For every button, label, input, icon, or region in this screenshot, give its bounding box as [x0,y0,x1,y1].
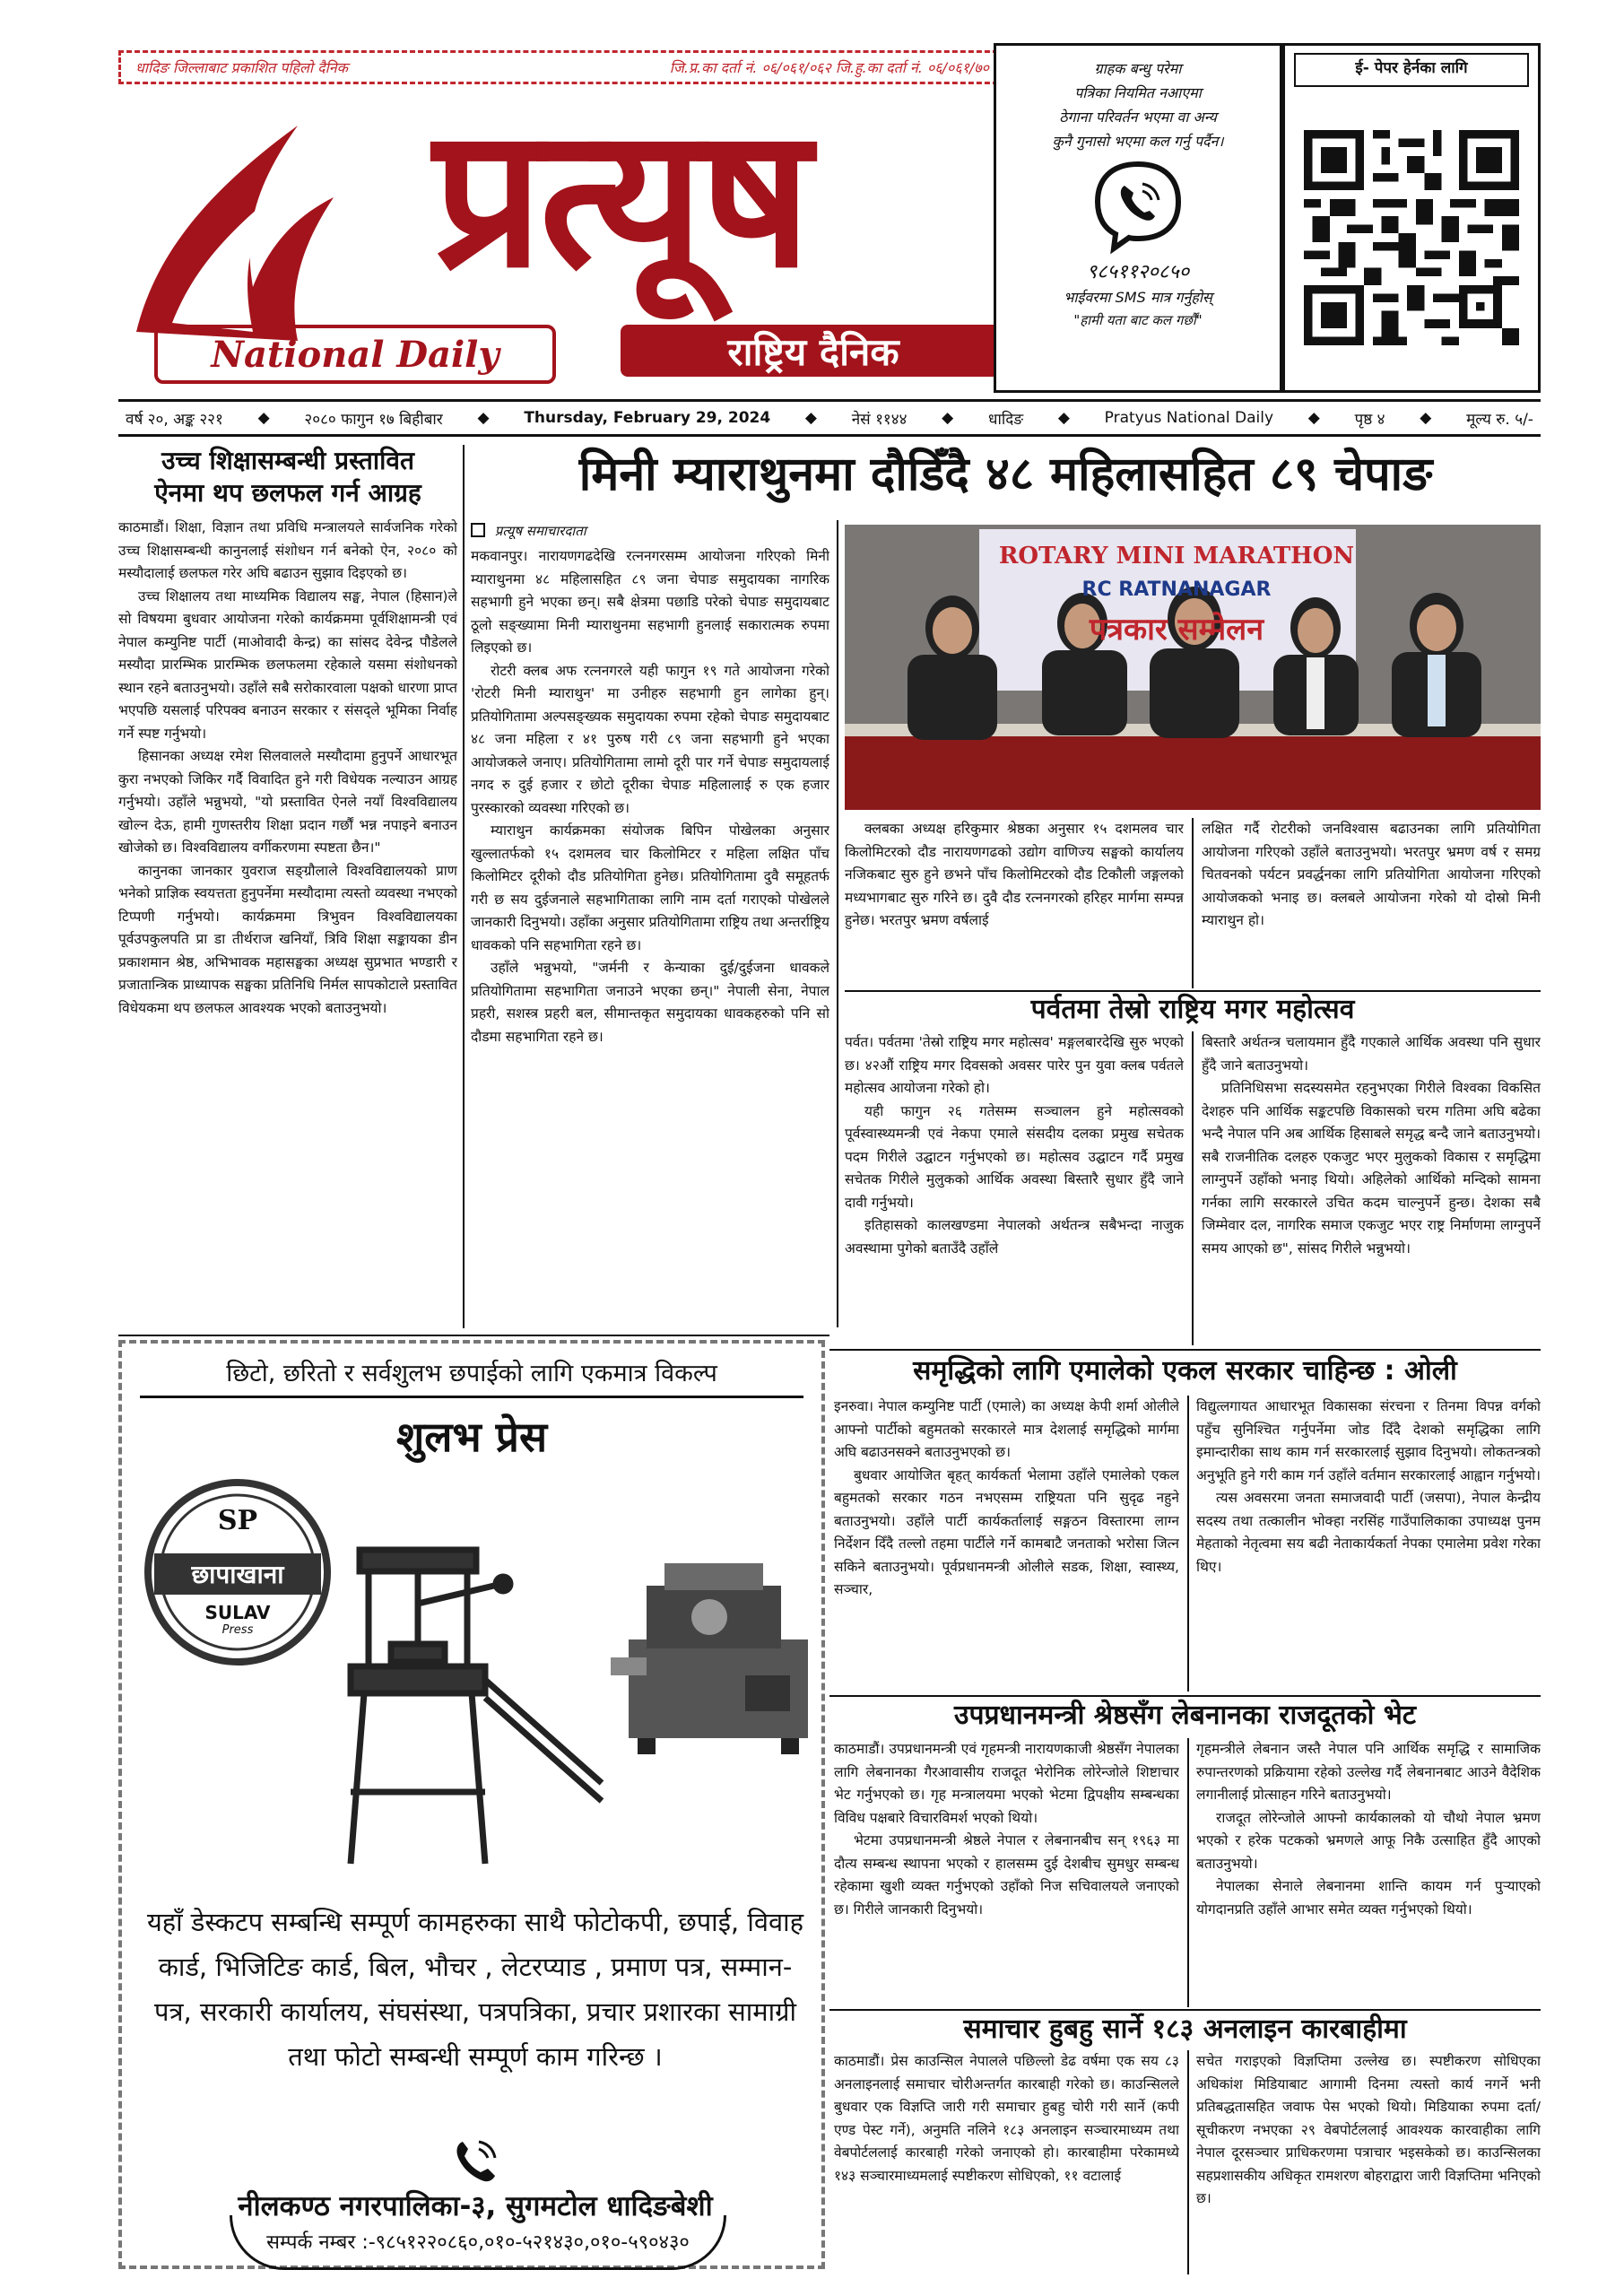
paragraph: म्याराथुन कार्यक्रमका संयोजक बिपिन पोखेलका अनुसार खुल्लातर्फको १५ दशमलव चार किलोमिटर र महिला लक्षित पाँच किलोमिटर दूरीको दौड प्रतियोगिता हुनेछ। प्रतियोगितामा दुवै समूहतर्फ गरी छ सय दुईजनाले सहभागिताका लागि नाम दर्ता गराएको पोखेलले जानकारी दिनुभयो। उहाँका अनुसार प्रतियोगितामा राष्ट्रिय तथा अन्तर्राष्ट्रिय धावकको पनि सहभागिता रहने छ। [471,822,829,953]
epaper-label: ई- पेपर हेर्नका लागि [1294,53,1529,87]
section-rule [118,1335,829,1336]
notice-line-2: पत्रिका नियमित नआएमा [1074,84,1202,101]
qr-code-icon[interactable] [1304,130,1519,345]
bullet: ◆ [477,409,490,427]
below-photo-left: क्लबका अध्यक्ष हरिकुमार श्रेष्ठका अनुसार १५ दशमलव चार किलोमिटरको दौड नारायणगढको उद्योग वाणिज्य सङ्घको कार्यालय नजिकबाट सुरु हुने छभने पाँच किलोमिटरको दौड टिकौली जङ्गलको मध्यभागबाट सुरु गरिने छ। दुवै दौड रत्ननगरको हरिहर मार्गमा सम्पन्न हुनेछ। भरतपुर भ्रमण वर्षलाई [845,821,1184,928]
magar-article-col1: पर्वत। पर्वतमा 'तेस्रो राष्ट्रिय मगर महोत्सव' मङ्गलबारदेखि सुरु भएको छ। ४२औं राष्ट्रिय मगर दिवसको अवसर पारेर पुन युवा क्लब पर्वतले महोत्सव आयोजना गरेको हो। यही फागुन २६ गतेसम्म सञ्चालन हुने महोत्सवको पूर्वस्वास्थ्यमन्त्री एवं नेकपा एमाले संसदीय दलका प्रमुख सचेतक पदम गिरीले उद्घाटन गर्नुभएको छ। महोत्सव उद्घाटन गर्दै प्रमुख सचेतक गिरीले मुलुकको आर्थिक अवस्था बिस्तारै सुधार हुँदै जाने दावी गर्नुभयो। इतिहासको कालखण्डमा नेपालको अर्थतन्त्र सबैभन्दा नाजुक अवस्थामा पुगेको बताउँदै उहाँले [845,1034,1184,1257]
photo-banner-np: पत्रकार सम्मेलन [1089,612,1264,648]
column-rule [1187,1738,1189,2007]
national-daily-label: National Daily [154,325,556,384]
bullet: ◆ [1057,409,1070,427]
photo-banner-sub: RC RATNANAGAR [1081,578,1272,601]
press-article-col1: काठमाडौं। प्रेस काउन्सिल नेपालले पछिल्लो डेढ वर्षमा एक सय ८३ अनलाइनलाई समाचार चोरीअन्तर्गत कारबाही गरेको छ। काउन्सिलले बुधवार एक विज्ञप्ति जारी गरी समाचार हुबहु चोरी गरी सार्ने (कपी एण्ड पेस्ट गर्ने), अनुमति नलिने १८३ अनलाइन सञ्चारमाध्यम तथा वेबपोर्टललाई कारबाही गरेको जनाएको हो। कारबाहीमा परेकामध्ये १४३ सञ्चारमाध्यमलाई स्पष्टीकरण सोधिएको, ११ वटालाई [834,2053,1179,2184]
magar-article-headline: पर्वतमा तेस्रो राष्ट्रिय मगर महोत्सव [845,990,1541,1028]
magar-article-col2: बिस्तारै अर्थतन्त्र चलायमान हुँदै गएकाले आर्थिक अवस्था पनि सुधार हुँदै जाने बताउनुभयो। प्रतिनिधिसभा सदस्यसमेत रहनुभएका गिरीले विश्वका विकसित देशहरु पनि आर्थिक सङ्कटपछि विकासको चरम गतिमा अघि बढेका भन्दै नेपाल पनि अब आर्थिक हिसाबले समृद्ध बन्दै जाने बताउनुभयो। सबै राजनीतिक दलहरु एकजुट भएर मुलुकको विकास र समृद्धिमा लाग्नुपर्ने उहाँको भनाइ थियो। अहिलेको आर्थिको मन्दिको सामना गर्नका लागि सरकारले उचित कदम चाल्नुपर्ने हुन्छ। देशका सबै जिम्मेवार दल, नागरिक समाज एकजुट भएर राष्ट्र निर्माणमा लाग्नुपर्ने समय आएको छ", सांसद गिरीले भन्नुभयो। [1202,1034,1541,1257]
column-rule [1187,2050,1189,2274]
masthead-logo [118,83,1006,386]
oli-article-col1: इनरुवा। नेपाल कम्युनिष्ट पार्टी (एमाले) का अध्यक्ष केपी शर्मा ओलीले आफ्नो पार्टीको बहुमतको सरकारले मात्र देशलाई समृद्धिको मार्गमा अघि बढाउनसक्ने बताउनुभएको छ। बुधवार आयोजित बृहत् कार्यकर्ता भेलामा उहाँले एमालेको एकल बहुमतको सरकार गठन नभएसम्म राष्ट्रियता पनि सुदृढ नहुने बताउनुभयो। उहाँले पार्टी कार्यकर्तालाई सङ्गठन विस्तारमा लाग्न निर्देशन दिँदै तल्लो तहमा पार्टीले गर्ने कामबाटै जनताको भरोसा जित्न सकिने बताउनुभयो। पूर्वप्रधानमन्त्री ओलीले सडक, शिक्षा, स्वास्थ्य, सञ्चार, [834,1398,1179,1597]
main-article-col1 [471,520,829,1327]
column-rule [1192,818,1194,988]
slogan: "हामी यता बाट कल गर्छौं" [1073,312,1203,328]
price: मूल्य रु. ५/- [1466,410,1533,429]
section-rule [829,1349,1541,1351]
byline-box-icon [471,523,485,537]
subscriber-notice-box [994,43,1282,393]
sulav-press-ad [118,1340,825,2269]
masthead-tagline: धादिङ जिल्लाबाट प्रकाशित पहिलो दैनिक [135,59,348,76]
ad-body: यहाँ डेस्कटप सम्बन्धि सम्पूर्ण कामहरुका साथै फोटोकपी, छपाई, विवाह कार्ड, भिजिटिङ कार्ड, बिल, भौचर , लेटरप्याड , प्रमाण पत्र, सम्मान-पत्र, सरकारी कार्यालय, संघसंस्था, पत्रपत्रिका, प्रचार प्रशारका सामाग्री तथा फोटो सम्बन्धी सम्पूर्ण काम गरिन्छ । [146,1907,804,2072]
nepal-sambat: नेसं ११४४ [851,410,908,429]
notice-line-3: ठेगाना परिवर्तन भएमा वा अन्य [1059,109,1217,126]
paragraph: कानुनका जानकार युवराज सङ्ग्रौलाले विश्वविद्यालयको प्राण भनेको प्राज्ञिक स्वयत्तता हुनुपर्नेमा मस्यौदामा त्यस्तो व्यवस्था नभएको टिप्पणी गर्नुभयो। कार्यक्रममा त्रिभुवन विश्वविद्यालयका पूर्वउपकुलपति प्रा डा तीर्थराज खनियाँ, त्रिवि शिक्षा सङ्कायका डीन प्रकाशमान श्रेष्ठ, अभिभावक महासङ्घका अध्यक्ष सुप्रभात भण्डारी र प्रजातान्त्रिक प्राध्यापक सङ्घका प्रतिनिधि निर्मल सापकोटाले प्रस्तावित विधेयकमा थप छलफल आवश्यक भएको बताउनुभयो। [118,862,457,1016]
notice-line-1: ग्राहक बन्धु परेमा [1094,60,1182,77]
oli-article-col2: विद्युत्लगायत आधारभूत विकासका संरचना र तिनमा विपन्न वर्गको पहुँच सुनिश्चित गर्नुपर्नेमा जोड दिँदै देशको समृद्धिका लागि इमान्दारीका साथ काम गर्न सरकारलाई सुझाव दिनुभयो। लोकतन्त्रको अनुभूति हुने गरी काम गर्न उहाँले वर्तमान सरकारलाई आह्वान गर्नुभयो। त्यस अवसरमा जनता समाजवादी पार्टी (जसपा), नेपाल केन्द्रीय सदस्य तथा तत्कालीन भोक्हा नरसिंह गाउँपालिकाका उपाध्यक्ष पुनम मेहताको नेतृत्वमा सय बढी नेताकार्यकर्ता नेपका एमालेमा प्रवेश गरेका थिए। [1196,1398,1541,1575]
viber-phone-number: ९८५११२०८५० [1086,261,1190,283]
paragraph: काठमाडौं। शिक्षा, विज्ञान तथा प्रविधि मन्त्रालयले सार्वजनिक गरेको उच्च शिक्षासम्बन्धी कानुनलाई संशोधन गर्न बनेको ऐन, २०८० को मस्यौदालाई छलफल गरेर अघि बढाउन सुझाव दिइएको छ। [118,519,457,581]
rastriya-dainik-label: राष्ट्रिय दैनिक [621,325,1006,377]
date-english: Thursday, February 29, 2024 [524,409,771,427]
bullet: ◆ [1307,409,1320,427]
place: धादिङ [987,410,1024,429]
ad-contact-oval [230,2215,726,2270]
left-article-headline: उच्च शिक्षासम्बन्धी प्रस्तावित ऐनमा थप छलफल गर्न आग्रह [154,446,421,508]
paragraph: उच्च शिक्षालय तथा माध्यमिक विद्यालय सङ्घ, नेपाल (हिसान)ले सो विषयमा बुधवार आयोजना गरेको कार्यक्रममा पूर्वशिक्षामन्त्री एवं नेपाल कम्युनिष्ट पार्टी (माओवादी केन्द्र) का सांसद देवेन्द्र पौडेलले मस्यौदा प्रारम्भिक प्रारम्भिक छलफलमा रहेकाले यसमा संशोधनको स्थान रहने बताउनुभयो। उहाँले सबै सरोकारवाला पक्षको धारणा प्राप्त भएपछि यसलाई परिपक्व बनाउन सरकार र संसद्ले भूमिका निर्वाह गर्ने स्पष्ट गर्नुभयो। [118,587,457,742]
column-rule [1192,1031,1194,1345]
paragraph: उहाँले भन्नुभयो, "जर्मनी र केन्याका दुई/दुईजना धावकले प्रतियोगितामा सहभागिता जनाउने भएका छन्।" नेपाली सेना, नेपाल प्रहरी, सशस्त्र प्रहरी बल, सीमान्तकृत समुदायका धावकहरुको पनि सो दौडमा सहभागिता रहने छ। [471,960,829,1045]
left-article [118,445,457,1328]
column-rule [463,445,465,1328]
paragraph: हिसानका अध्यक्ष रमेश सिलवालले मस्यौदामा हुनुपर्ने आधारभूत कुरा नभएको जिकिर गर्दै विवादित हुने गरी विधेयक नल्याउन आग्रह गर्नुभयो। उहाँले भन्नुभयो, "यो प्रस्तावित ऐनले नयाँ विश्वविद्यालय खोल्न देऊ, हामी गुणस्तरीय शिक्षा प्रदान गर्छौं भन्न नपाइने बनाउन खोजेको छ। विश्वविद्यालय वर्गीकरणमा स्पष्टता छैन।" [118,748,457,856]
phone-icon [450,2135,500,2185]
column-rule [1187,1396,1189,1692]
offset-press-illustration [611,1550,817,1756]
viber-phone-icon [1089,157,1187,256]
info-bar [118,399,1541,437]
bullet: ◆ [1420,409,1432,427]
left-article-body [118,517,457,1020]
press-article-headline: समाचार हुबहु सार्ने १८३ अनलाइन कारबाहीमा [829,2009,1541,2048]
sulav-logo: SP छापाखाना SULAV Press [143,1478,332,1666]
press-article-col2: सचेत गराइएको विज्ञप्तिमा उल्लेख छ। स्पष्टीकरण सोधिएका अधिकांश मिडियाबाट आगामी दिनमा त्यस्तो कार्य नगर्ने भनी प्रतिबद्धतासहित जवाफ पेस भएको थियो। मिडियाका रुपमा दर्ता/सूचीकरण नभएका २९ वेबपोर्टललाई आवश्यक कारवाहीका लागि नेपाल दूरसञ्चार प्राधिकरणमा पत्राचार भइसकेको छ। काउन्सिलका सहप्रशासकीय अधिकृत रामशरण बोहराद्वारा जारी विज्ञप्तिमा भनिएको छ। [1196,2053,1541,2206]
volume-issue: वर्ष २०, अङ्क २२१ [126,410,223,429]
photo-banner-title: ROTARY MINI MARATHON [998,543,1355,570]
bullet: ◆ [804,409,817,427]
hand-press-illustration [315,1523,611,1873]
sms-note: भाईवरमा SMS मात्र गर्नुहोस् [1064,289,1212,306]
byline: प्रत्यूष समाचारदाता [471,520,829,542]
lebanon-article-col2: गृहमन्त्रीले लेबनान जस्तै नेपाल पनि आर्थिक समृद्धि र सामाजिक रुपान्तरणको प्रक्रियामा रहेको उल्लेख गर्दै लेबनानबाट आउने वैदेशिक लगानीलाई प्रोत्साहन गरिने बताउनुभयो। राजदूत लोरेन्जोले आफ्नो कार्यकालको यो चौथो नेपाल भ्रमण भएको र हरेक पटकको भ्रमणले आफू निकै उत्साहित हुँदै आएको बताउनुभयो। नेपालका सेनाले लेबनानमा शान्ति कायम गर्न पुर्‍याएको योगदानप्रति उहाँले आभार समेत व्यक्त गर्नुभएको थियो। [1196,1741,1541,1918]
press-meet-photo [845,525,1541,810]
below-photo-right: लक्षित गर्दै रोटरीको जनविश्वास बढाउनका लागि प्रतियोगिता आयोजना गरिएको उहाँले बताउनुभयो। भरतपुर भ्रमण वर्ष र समग्र चितवनको पर्यटन प्रवर्द्धनका लागि प्रतियोगिता आयोजना गरिएको आयोजकको भनाइ छ। क्लबले आयोजना गरेको यो दोस्रो मिनी म्याराथुन हो। [1202,821,1541,928]
column-rule [837,520,838,1327]
bullet: ◆ [942,409,954,427]
logo-text: प्रत्यूष [433,83,808,310]
paragraph: मकवानपुर। नारायणगढदेखि रत्ननगरसम्म आयोजना गरिएको मिनी म्याराथुनमा ४८ महिलासहित ८९ जना चेपाङ समुदायका नागरिक सहभागी हुने भएका छन्। सबै क्षेत्रमा पछाडि परेको चेपाङ समुदायबाट ठूलो सङ्ख्यामा मिनी म्याराथुनमा सहभागी हुनलाई सकारात्मक रुपमा लिइएको छ। [471,548,829,656]
ad-tagline: छिटो, छरितो र सर्वशुलभ छपाईको लागि एकमात्र विकल्प [140,1356,803,1398]
bullet: ◆ [257,409,270,427]
lebanon-article-headline: उपप्रधानमन्त्री श्रेष्ठसँग लेबनानका राजदूतको भेट [829,1695,1541,1735]
lebanon-article-col1: काठमाडौं। उपप्रधानमन्त्री एवं गृहमन्त्री नारायणकाजी श्रेष्ठसँग नेपालका लागि लेबनानका गैरआवासीय राजदूत भेरोनिक लोरेन्जोले शिष्टाचार भेट गर्नुभएको छ। गृह मन्त्रालयमा भएको भेटमा द्विपक्षीय सम्बन्धका विविध पक्षबारे विचारविमर्श भएको थियो। भेटमा उपप्रधानमन्त्री श्रेष्ठले नेपाल र लेबनानबीच सन् १९६३ मा दौत्य सम्बन्ध स्थापना भएको र हालसम्म दुई देशबीच सुमधुर सम्बन्ध रहेकामा खुशी व्यक्त गर्नुभएको उहाँको निज सचिवालयले जनाएको छ। गिरीले जानकारी दिनुभयो। [834,1741,1179,1918]
ad-address: नीलकण्ठ नगरपालिका-३, सुगमटोल धादिङबेशी [238,2190,713,2222]
masthead-tag-bar [118,50,1006,84]
paragraph: रोटरी क्लब अफ रत्ननगरले यही फागुन १९ गते आयोजना गरेको 'रोटरी मिनी म्याराथुन' मा उनीहरु सहभागी हुन लागेका हुन्। प्रतियोगितामा अल्पसङ्ख्यक समुदायका रुपमा रहेको चेपाङ समुदायबाट ४८ जना महिला र ४१ पुरुष गरी ८९ जना सहभागी हुने भएका आयोजकले जनाए। प्रतियोगितामा लामो दूरी पार गर्ने चेपाङ समुदायलाई नगद रु दुई हजार र छोटो दूरीका चेपाङ महिलालाई रु एक हजार पुरस्कारको व्यवस्था गरिएको छ। [471,662,829,816]
registration-number: जि.प्र.का दर्ता नं. ०६/०६१/०६२ जि.हु.का दर्ता नं. ०६/०६१/७० [669,59,989,76]
notice-line-4: कुनै गुनासो भएमा कल गर्नु पर्दैन। [1052,133,1224,150]
epaper-box [1282,43,1541,393]
ad-contact: सम्पर्क नम्बर :-९८५१२२०८६०,०१०-५२१४३०,०१०-५९०४३० [266,2231,690,2254]
main-article-headline: मिनी म्याराथुनमा दौडिँदै ४८ महिलासहित ८९ चेपाङ [578,448,1433,501]
page-number: पृष्ठ ४ [1354,410,1385,429]
oli-article-headline: समृद्धिको लागि एमालेको एकल सरकार चाहिन्छ : ओली [913,1355,1457,1387]
date-nepali: २०८० फागुन १७ बिहीबार [304,410,443,429]
ad-name: शुलभ प्रेस [395,1413,548,1461]
paper-name: Pratyus National Daily [1104,409,1274,427]
